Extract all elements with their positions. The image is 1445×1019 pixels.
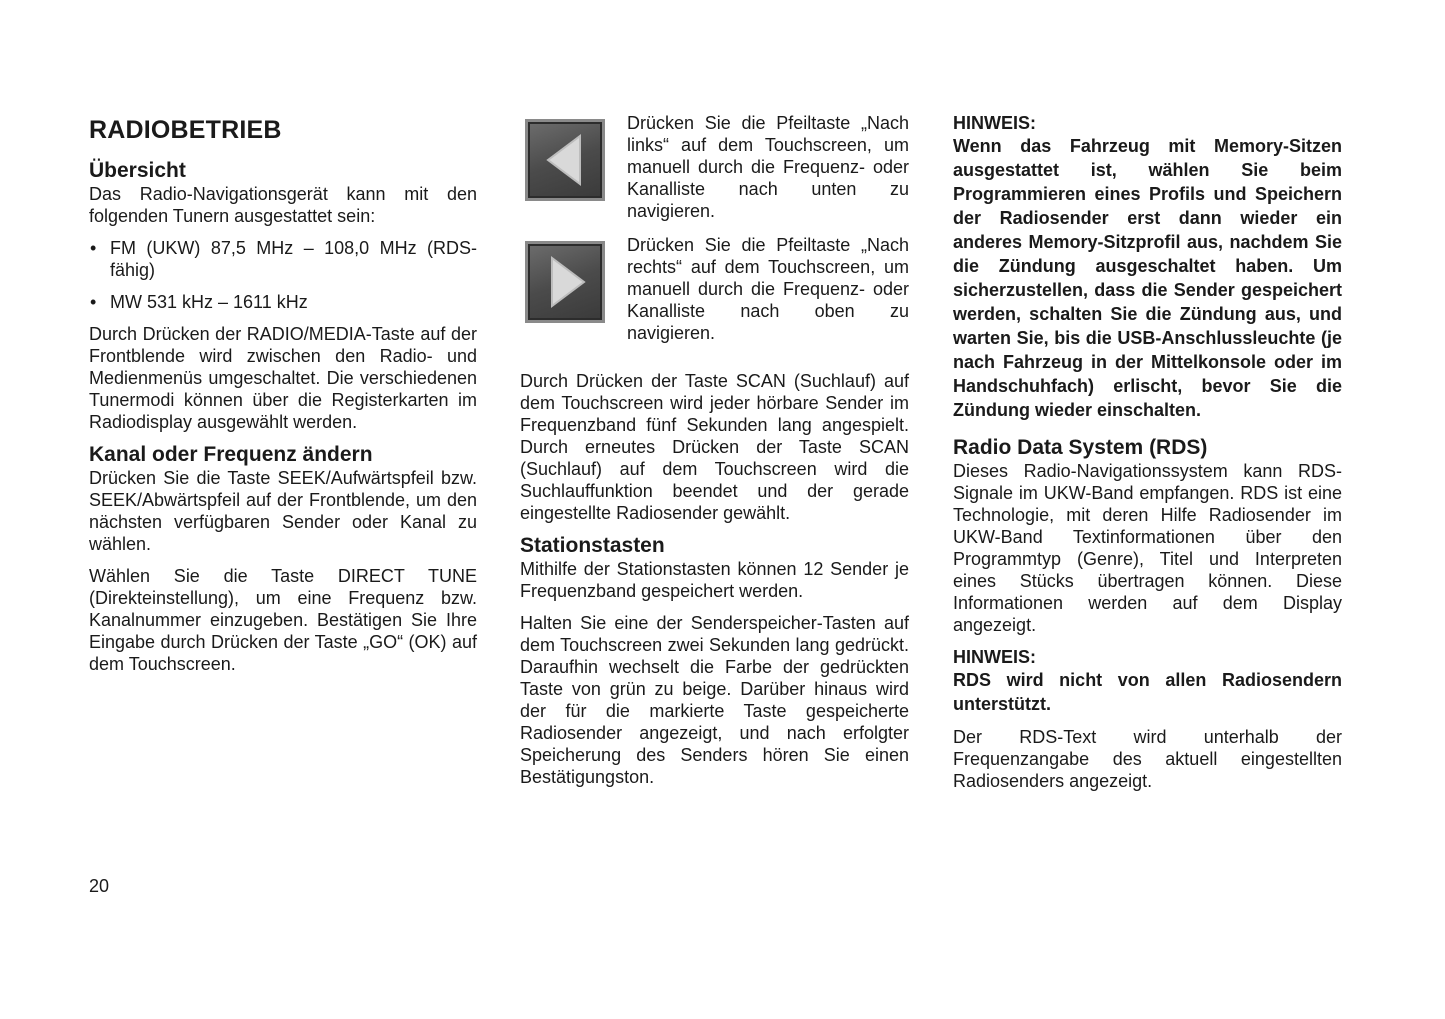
bullet-icon: • bbox=[90, 238, 97, 258]
tuner-list bbox=[89, 237, 477, 313]
presets-text: Mithilfe der Stationstasten können 12 Sender je Frequenzband gespeichert werden. bbox=[520, 559, 909, 601]
presets-heading: Stationstasten bbox=[520, 534, 665, 557]
note-label: HINWEIS: bbox=[953, 647, 1036, 667]
column-1 bbox=[89, 112, 477, 685]
note-label: HINWEIS: bbox=[953, 113, 1036, 133]
scan-text: Durch Drücken der Taste SCAN (Suchlauf) auf dem Touchscreen wird jeder hörbare Sender im Frequenzband fünf Sekunden lang angespielt. Durch erneutes Drücken der Taste SCAN (Suchlauf) auf dem Touchscreen wird die Suchlauffunktion beendet und der gerade eingestellte Radiosender gewählt. bbox=[520, 371, 909, 523]
left-arrow-row bbox=[520, 112, 909, 222]
right-arrow-icon bbox=[525, 241, 605, 323]
right-arrow-text: Drücken Sie die Pfeiltaste „Nach rechts“ auf dem Touchscreen, um manuell durch die Frequenz- oder Kanalliste nach oben zu navigieren. bbox=[627, 235, 909, 343]
bullet-icon: • bbox=[90, 292, 97, 312]
list-item: • MW 531 kHz – 1611 kHz bbox=[90, 292, 308, 312]
rds-heading: Radio Data System (RDS) bbox=[953, 436, 1208, 459]
rds-text-2: Der RDS-Text wird unterhalb der Frequenzangabe des aktuell eingestellten Radiosenders angezeigt. bbox=[953, 727, 1342, 791]
column-2 bbox=[520, 112, 909, 798]
note-text: RDS wird nicht von allen Radiosendern unterstützt. bbox=[953, 670, 1342, 714]
page-number: 20 bbox=[89, 876, 110, 896]
radio-media-text: Durch Drücken der RADIO/MEDIA-Taste auf der Frontblende wird zwischen den Radio- und Medienmenüs umgeschaltet. Die verschiedenen Tunermodi können über die Registerkarten im Radiodisplay ausgewählt werden. bbox=[89, 324, 477, 432]
column-3 bbox=[953, 112, 1342, 792]
overview-heading: Übersicht bbox=[89, 159, 186, 182]
direct-tune-text: Wählen Sie die Taste DIRECT TUNE (Direkteinstellung), um eine Frequenz bzw. Kanalnummer einzugeben. Bestätigen Sie Ihre Eingabe durch Drücken der Taste „GO“ (OK) auf dem Touchscreen. bbox=[89, 566, 477, 674]
left-arrow-icon bbox=[525, 119, 605, 201]
left-arrow-text: Drücken Sie die Pfeiltaste „Nach links“ auf dem Touchscreen, um manuell durch die Frequenz- oder Kanalliste nach unten zu navigieren. bbox=[627, 113, 909, 221]
list-item: • FM (UKW) 87,5 MHz – 108,0 MHz (RDS-fähig) bbox=[90, 238, 477, 280]
overview-text: Das Radio-Navigationsgerät kann mit den folgenden Tunern ausgestattet sein: bbox=[89, 184, 477, 226]
seek-text: Drücken Sie die Taste SEEK/Aufwärtspfeil bzw. SEEK/Abwärtspfeil auf der Frontblende, um den nächsten verfügbaren Sender oder Kanal zu wählen. bbox=[89, 468, 477, 554]
page-title: RADIOBETRIEB bbox=[89, 116, 282, 144]
note-text: Wenn das Fahrzeug mit Memory-Sitzen ausgestattet ist, wählen Sie beim Programmieren eines Profils und Speichern der Radiosender erst dann wieder ein anderes Memory-Sitzprofil aus, nachdem Sie die Zündung ausgeschaltet haben. Um sicherzustellen, dass die Sender gespeichert werden, schalten Sie die Zündung aus, und warten Sie, bis die USB-Anschlussleuchte (je nach Fahrzeug in der Mittelkonsole oder im Handschuhfach) erlischt, bevor Sie die Zündung wieder einschalten. bbox=[953, 136, 1342, 420]
right-arrow-row bbox=[520, 234, 909, 344]
channel-heading: Kanal oder Frequenz ändern bbox=[89, 443, 373, 466]
rds-text: Dieses Radio-Navigationssystem kann RDS-Signale im UKW-Band empfangen. RDS ist eine Technologie, mit deren Hilfe Radiosender im UKW-Band Textinformationen über den Programmtyp (Genre), Titel und Interpreten eines Stücks übertragen können. Diese Informationen werden auf dem Display angezeigt. bbox=[953, 461, 1342, 635]
hold-text: Halten Sie eine der Senderspeicher-Tasten auf dem Touchscreen zwei Sekunden lang gedrückt. Daraufhin wechselt die Farbe der gedrückten Taste von grün zu beige. Darüber hinaus wird der für die markierte Taste gespeicherte Radiosender angezeigt, und nach erfolgter Speicherung des Senders hören Sie einen Bestätigungston. bbox=[520, 613, 909, 787]
